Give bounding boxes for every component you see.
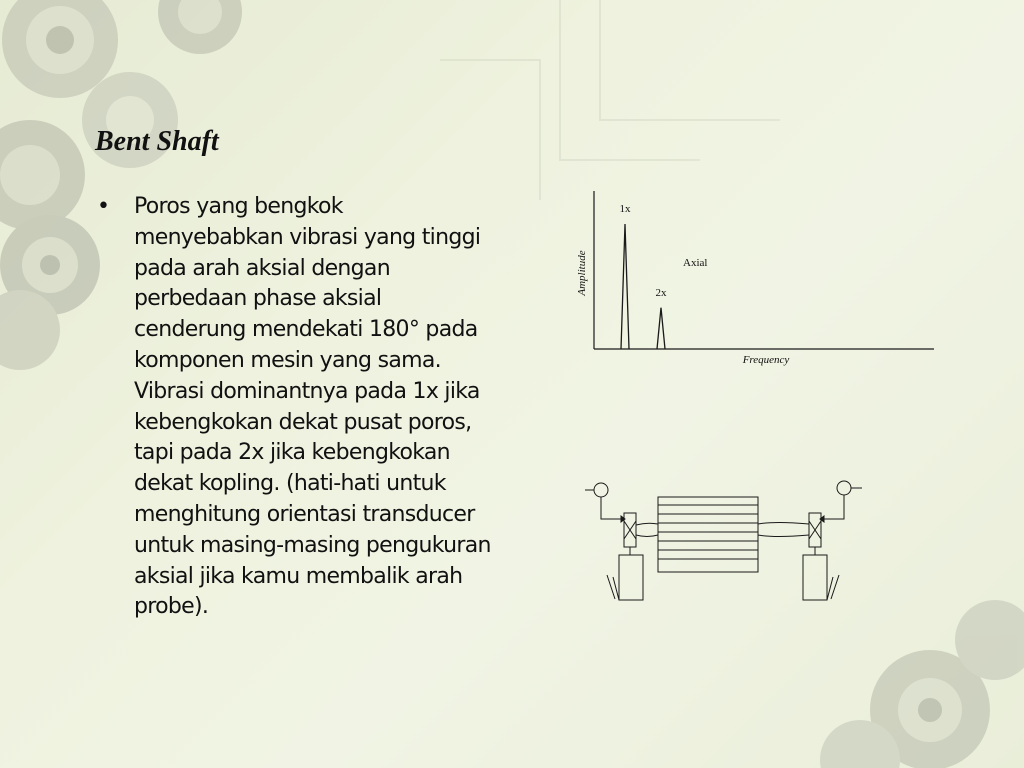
peak-label-1x: 1x bbox=[619, 203, 631, 215]
y-axis-label: Amplitude bbox=[576, 250, 588, 296]
peak-2x bbox=[657, 308, 665, 349]
left-motor bbox=[619, 555, 643, 600]
bullet-symbol: • bbox=[97, 194, 110, 219]
left-probe-icon bbox=[594, 483, 608, 497]
spectrum-chart bbox=[570, 185, 940, 375]
peaks-group bbox=[620, 203, 668, 349]
peak-label-2x: 2x bbox=[655, 286, 667, 299]
right-motor bbox=[803, 555, 827, 600]
shaft bbox=[636, 523, 658, 536]
right-probe-icon bbox=[837, 481, 851, 495]
slide-title: Bent Shaft bbox=[95, 126, 219, 157]
direction-label: Axial bbox=[683, 257, 708, 269]
peak-1x bbox=[621, 224, 629, 349]
x-axis-label: Frequency bbox=[742, 354, 790, 366]
rotor bbox=[658, 497, 758, 572]
bent-shaft-diagram bbox=[585, 475, 870, 610]
bullet-item bbox=[97, 192, 497, 623]
bullet-text: Poros yang bengkok menyebabkan vibrasi yang tinggi pada arah aksial dengan perbedaan phase aksial cenderung mendekati 180° pada komponen mesin yang sama. Vibrasi dominantnya pada 1x jika kebengkokan dekat pusat poros, tapi pada 2x jika kebengkokan dekat kopling. (hati-hati untuk menghitung orientasi transducer untuk masing-masing pengukuran aksial jika kamu membalik arah probe). bbox=[134, 194, 491, 620]
